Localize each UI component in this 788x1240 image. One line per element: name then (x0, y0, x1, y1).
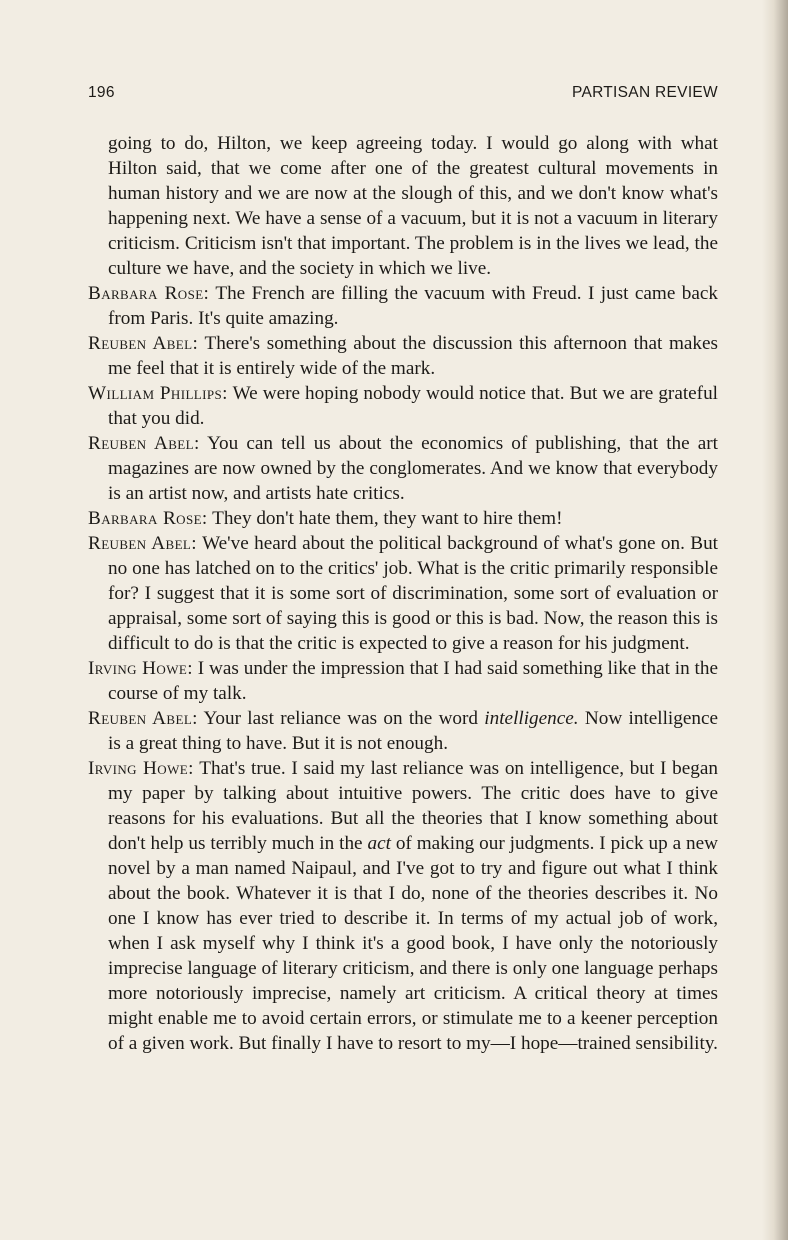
speaker-name: Irving Howe: (88, 758, 194, 779)
speech-paragraph (88, 756, 718, 1056)
speaker-name: William Phillips: (88, 383, 228, 404)
speech-text: That's true. I said my last reliance was on intelligence, but I began my paper by talking about intuitive powers. The critic does have to give reasons for his evaluations. But all the theories that I know something about don't help us terribly much in the (108, 758, 718, 854)
speaker-name: Reuben Abel: (88, 333, 199, 354)
speech-text: Your last reliance was on the word (197, 708, 485, 729)
speech-text: I was under the impression that I had said something like that in the course of my talk. (108, 658, 718, 704)
speech-paragraph (88, 506, 718, 531)
speech-paragraph (88, 706, 718, 756)
speech-text: We were hoping nobody would notice that. But we are grateful that you did. (108, 383, 718, 429)
running-head: PARTISAN REVIEW (571, 84, 718, 101)
speaker-name: Irving Howe: (88, 658, 193, 679)
speech-paragraph (88, 656, 718, 706)
speech-paragraph (88, 381, 718, 431)
speaker-name: Reuben Abel: (88, 708, 198, 729)
page-number: 196 (88, 84, 115, 101)
emphasized-text: intelligence. (484, 708, 579, 729)
transcript-body (88, 131, 718, 1056)
speech-text: The French are filling the vacuum with Freud. I just came back from Paris. It's quite amazing. (108, 283, 718, 329)
speech-paragraph (88, 331, 718, 381)
speech-text: going to do, Hilton, we keep agreeing today. I would go along with what Hilton said, that we come after one of the greatest cultural movements in human history and we are now at the slough of this, and we don't know what's happening next. We have a sense of a vacuum, but it is not a vacuum in literary criticism. Criticism isn't that important. The problem is in the lives we lead, the culture we have, and the society in which we live. (108, 133, 718, 279)
emphasized-text: act (367, 833, 391, 854)
speech-text: Now intelligence is a great thing to have. But it is not enough. (108, 708, 718, 754)
speech-text: We've heard about the political background of what's gone on. But no one has latched on to the critics' job. What is the critic primarily responsible for? I suggest that it is some sort of discrimination, some sort of evaluation or appraisal, some sort of saying this is good or this is bad. Now, the reason this is difficult to do is that the critic is expected to give a reason for his judgment. (108, 533, 719, 654)
speech-paragraph (88, 281, 718, 331)
speaker-name: Reuben Abel: (88, 533, 198, 554)
speaker-name: Barbara Rose: (88, 283, 210, 304)
page-header (88, 84, 718, 108)
speech-text: of making our judgments. I pick up a new novel by a man named Naipaul, and I've got to try and figure out what I think about the book. Whatever it is that I do, none of the theories describes it. No one I know has ever tried to describe it. In terms of my actual job of work, when I ask myself why I think it's a good book, I have only the notoriously imprecise language of literary criticism, and there is only one language perhaps more notoriously imprecise, namely art criticism. A critical theory at times might enable me to avoid certain errors, or stimulate me to a keener perception of a given work. But finally I have to resort to my—I hope—trained sensibility. (108, 833, 719, 1054)
speech-paragraph (88, 531, 718, 656)
speech-text: There's something about the discussion this afternoon that makes me feel that it is entirely wide of the mark. (108, 333, 719, 379)
speaker-name: Barbara Rose: (88, 508, 208, 529)
continued-paragraph (88, 131, 718, 281)
speech-text: They don't hate them, they want to hire them! (207, 508, 563, 529)
page-binding-edge (762, 0, 788, 1240)
speaker-name: Reuben Abel: (88, 433, 200, 454)
speech-paragraph (88, 431, 718, 506)
speech-text: You can tell us about the economics of publishing, that the art magazines are now owned by the conglomerates. And we know that everybody is an artist now, and artists hate critics. (108, 433, 718, 504)
